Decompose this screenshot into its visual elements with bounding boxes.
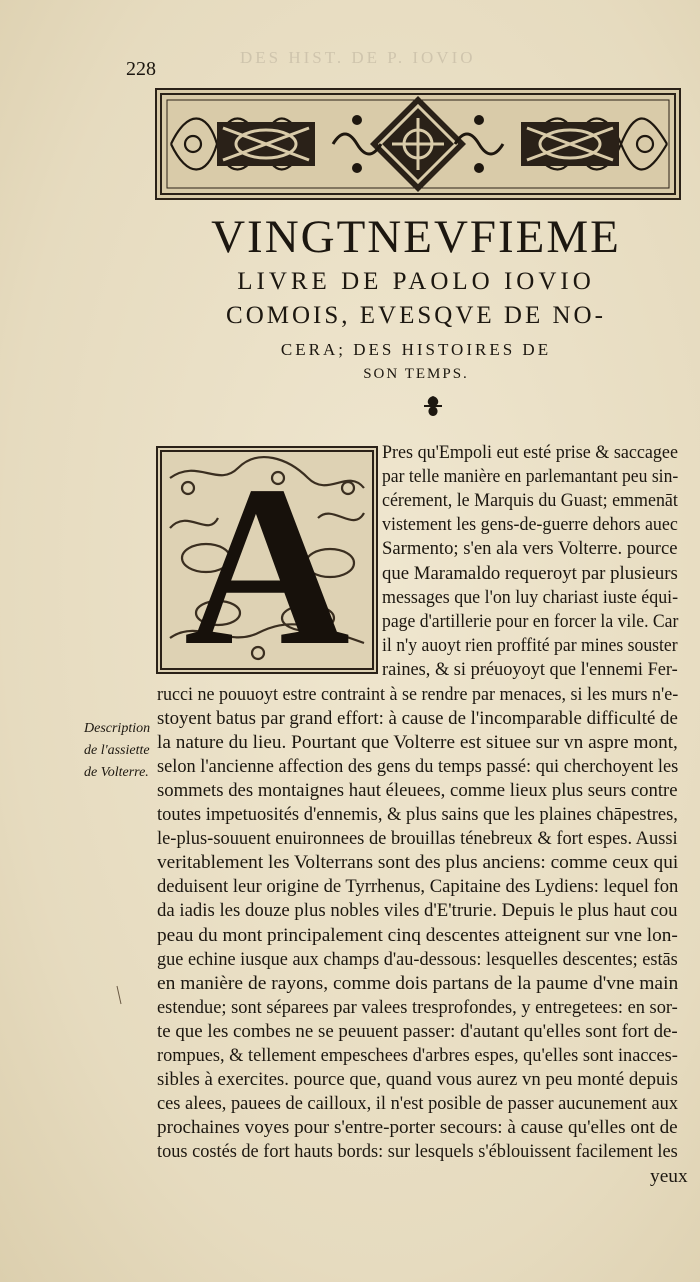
chapter-subtitle-line-5: SON TEMPS. (363, 366, 469, 382)
bleed-through-text: DES HIST. DE P. IOVIO (240, 48, 476, 67)
body-text-line: par telle manière en parlemantant peu sin- (382, 466, 679, 488)
body-text-line: la nature du lieu. Pourtant que Volterre est situee sur vn aspre mont, (157, 731, 678, 753)
body-text-line: sommets des montaignes haut éleuees, comme lieux plus seurs contre (157, 779, 678, 801)
initial-letter: A (183, 446, 351, 674)
body-text-line: veritablement les Volterrans sont des plus anciens: comme ceux qui (157, 852, 679, 874)
body-text-line: deduisent leur origine de Tyrrhenus, Capitaine des Lydiens: lequel fon (157, 876, 679, 898)
body-text-line: prochaines voyes pour s'entre-porter secours: à cause qu'elles ont de (157, 1117, 678, 1139)
page-number: 228 (126, 58, 156, 80)
body-text-line: vistement les gens-de-guerre dehors auec (382, 514, 678, 536)
body-text-line: il n'y auoyt rien proffité par mines souster (382, 634, 678, 656)
body-text-line: te que les combes ne se peuuent passer: d'autant qu'elles sont fort de- (157, 1020, 678, 1042)
body-text-line: raines, & si préuoyoyt que l'ennemi Fer- (382, 658, 678, 680)
body-text-line: yeux (650, 1165, 688, 1187)
margin-note-line: de l'assiette (84, 743, 150, 758)
body-text-line: rucci ne pouuoyt estre contraint à se rendre par menaces, si les murs n'e- (157, 683, 679, 705)
body-text-line: sibles à exercites. pource que, quand vous aurez vn peu monté depuis (157, 1069, 678, 1091)
fleuron-icon (422, 394, 444, 418)
body-text-line: da iadis les douze plus nobles viles d'E'trurie. Depuis le plus haut cou (157, 900, 678, 922)
body-text-line: Pres qu'Empoli eut esté prise & saccagee (382, 442, 678, 463)
body-text-line: Sarmento; s'en ala vers Volterre. pource (382, 538, 678, 560)
margin-note-line: Description (84, 721, 151, 736)
margin-mark-icon (116, 985, 122, 1005)
body-text-line: peau du mont principalement cinq descentes atteignent sur vne lon- (157, 924, 678, 946)
body-text-line: estendue; sont séparees par valees tresprofondes, y entregetees: en sor- (157, 996, 678, 1018)
margin-note (84, 718, 150, 784)
body-text-line: rompues, & tellement empeschees d'arbres espes, qu'elles sont inacces- (157, 1045, 678, 1066)
body-text-line: en manière de rayons, comme dois partans de la paume d'vne main (157, 972, 679, 994)
chapter-subtitle-line-3: COMOIS, EVESQVE DE NO- (226, 302, 606, 329)
chapter-subtitle-line-4: CERA; DES HISTOIRES DE (280, 340, 552, 359)
margin-note-line: de Volterre. (84, 765, 149, 780)
body-text-line: stoyent batus par grand effort: à cause de l'incomparable difficulté de (157, 707, 678, 729)
body-text-line: toutes impetuosités d'ennemis, & plus sains que les plaines chāpestres, (157, 804, 678, 825)
body-text-line: page d'artillerie pour en forcer la vile. Car (382, 610, 679, 632)
body-text-line: que Maramaldo requeroyt par plusieurs (382, 562, 678, 584)
chapter-subtitle-line-2: LIVRE DE PAOLO IOVIO (237, 268, 595, 295)
body-text-line: le-plus-souuent enuironnees de brouillas ténebreux & fort espes. Aussi (157, 828, 678, 850)
chapter-title: VINGTNEVFIEME (211, 211, 621, 263)
ornamental-headpiece-icon (155, 88, 681, 200)
body-text-line: cérement, le Marquis du Guast; emmenāt (382, 490, 678, 512)
body-text-line: messages que l'on luy chariast iuste équi- (382, 586, 679, 608)
body-text-line: gue echine iusque aux champs d'au-dessous: lesquelles descentes; estās (157, 948, 678, 970)
body-text-line: tous costés de fort hauts bords: sur lesquels s'éblouissent facilement les (157, 1141, 678, 1163)
body-text-line: selon l'ancienne affection des gens du temps passé: qui cherchoyent les (157, 755, 679, 777)
body-text-line: ces alees, pauees de cailloux, il n'est posible de passer aucunement aux (157, 1093, 679, 1115)
decorated-initial (156, 446, 378, 674)
